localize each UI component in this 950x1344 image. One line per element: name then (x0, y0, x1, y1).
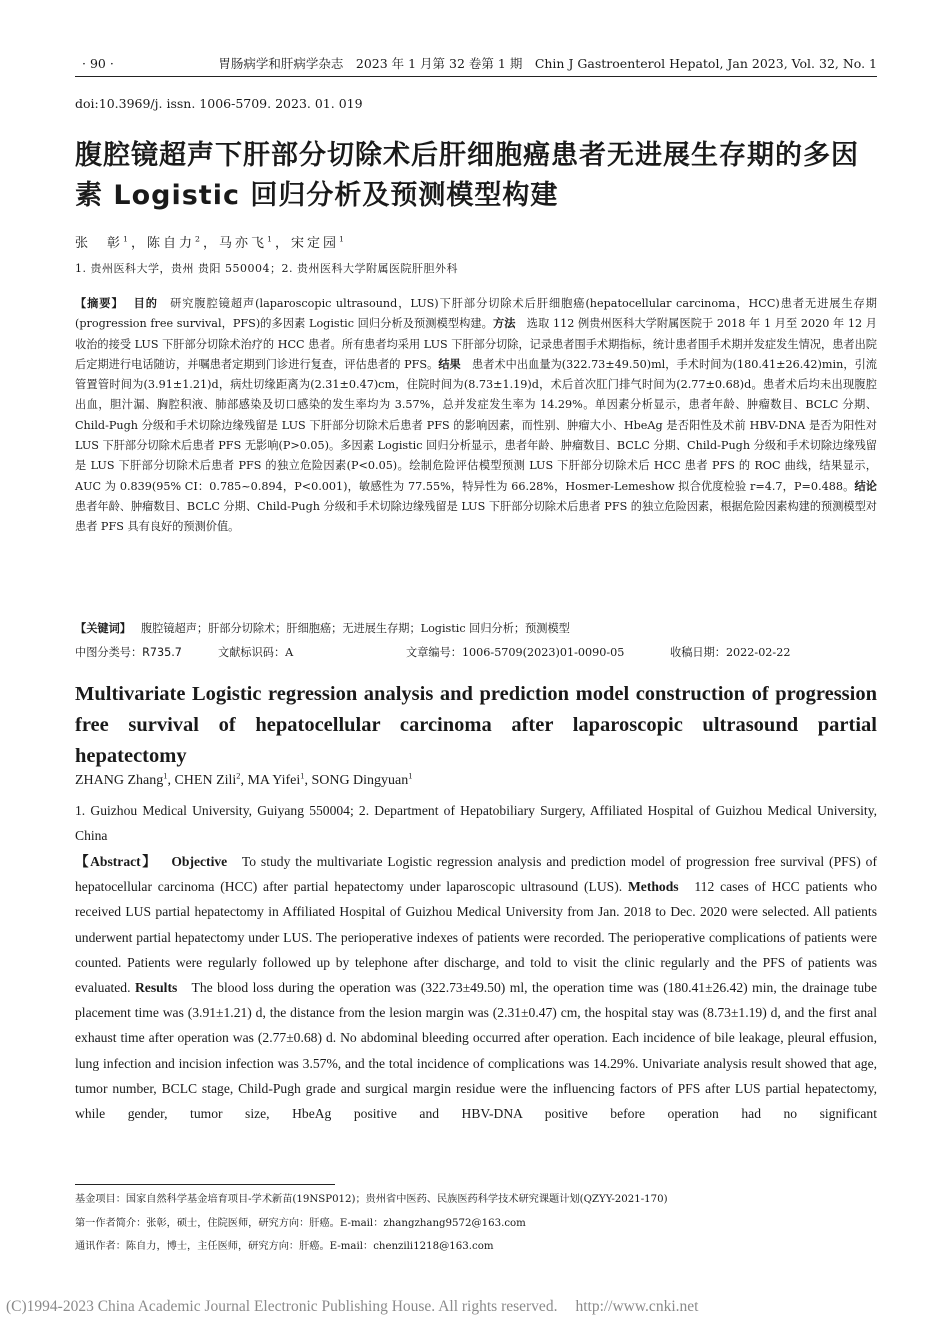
chinese-abstract (75, 294, 877, 538)
en-methods-text: 112 cases of HCC patients who received LUS partial hepatectomy in Affiliated Hospital of Guizhou Medical University from Jan. 2018 to Dec. 2020 were selected. All patients underwent partial hepatectomy under LUS. The perioperative indexes of patients were recorded. The perioperative complications of patients were counted. Patients were regularly followed up by telephone after discharge, and told to visit the clinic regularly and the PFS of patients was evaluated. (75, 879, 877, 996)
footnotes (75, 1188, 877, 1259)
chinese-title: 腹腔镜超声下肝部分切除术后肝细胞癌患者无进展生存期的多因素 Logistic 回归分析及预测模型构建 (75, 140, 859, 211)
cn-author: 宋定园$^1$ (291, 234, 347, 251)
corresponding-author-note: 通讯作者：陈自力，博士，主任医师，研究方向：肝癌。E-mail：chenzili1218@163.com (75, 1241, 494, 1252)
conclusion-label: 结论 (854, 479, 877, 493)
cn-author: 马亦飞$^1$， (219, 234, 291, 251)
clc-number: 中图分类号：R735.7 (75, 646, 182, 659)
en-results-label: Results (134, 980, 178, 996)
copyright-text: (C)1994-2023 China Academic Journal Electronic Publishing House. All rights reserved. (6, 1298, 558, 1315)
journal-citation-line: 胃肠病学和肝病学杂志 2023 年 1 月第 32 卷第 1 期 Chin J Gastroenterol Hepatol, Jan 2023, Vol. 32, No. 1 (218, 56, 877, 71)
en-author: ZHANG Zhang$^1$, (75, 771, 175, 788)
chinese-authors (75, 232, 347, 251)
en-abstract-label: 【Abstract】 (75, 854, 158, 869)
en-results-text: The blood loss during the operation was (322.73±49.50) ml, the operation time was (180.41±26.42) min, the drainage tube placement time was (3.91±1.21) d, the distance from the lesion margin was (2.31±0.47) cm, the hospital stay was (8.73±1.19) d, and the first anal exhaust time after operation was (2.77±0.68) d. No abdominal bleeding occurred after operation. Each incidence of bile leakage, pleural effusion, lung infection and incision infection was 3.57%, and the total incidence of complications was 14.29%. Univariate analysis result showed that age, tumor number, BCLC stage, Child-Pugh grade and surgical margin residue were the influencing factors of PFS after LUS partial hepatectomy, while gender, tumor size, HbeAg positive and HBV-DNA positive before operation had no significant (75, 980, 877, 1122)
article-number: 文章编号：1006-5709(2023)01-0090-05 (406, 646, 625, 659)
en-author: CHEN Zili$^2$, (174, 771, 248, 788)
methods-text: 选取 112 例贵州医科大学附属医院于 2018 年 1 月至 2020 年 12 月收治的接受 LUS 下肝部分切除术治疗的 HCC 患者。所有患者均采用 LUS 下肝部分切除，记录患者围手术期指标，统计患者围手术期并发症发生情况，患者出院后定期进行电话随访，并嘱患者定期到门诊进行复查，评估患者的 PFS。 (75, 317, 877, 371)
copyright-watermark (6, 1298, 950, 1316)
funding-note: 基金项目：国家自然科学基金培育项目-学术新苗(19NSP012)；贵州省中医药、民族医药科学技术研究课题计划(QZYY-2021-170) (75, 1194, 668, 1205)
english-affiliation: 1. Guizhou Medical University, Guiyang 550004; 2. Department of Hepatobiliary Surgery, Affiliated Hospital of Guizhou Medical University, China (75, 803, 877, 843)
en-objective-label: Objective (171, 854, 228, 869)
en-author: SONG Dingyuan$^1$ (311, 771, 413, 788)
header-divider (75, 76, 877, 77)
cn-author: 陈自力$^2$， (147, 234, 219, 251)
results-text: 患者术中出血量为(322.73±49.50)ml，手术时间为(180.41±26.42)min，引流管置管时间为(3.91±1.21)d，病灶切缘距离为(2.31±0.47)cm，住院时间为(8.73±1.19)d，术后首次肛门排气时间为(2.77±0.68)d。患者术后均未出现腹腔出血，胆汁漏、胸腔积液、肺部感染及切口感染的发生率均为 3.57%，总并发症发生率为 14.29%。单因素分析显示，患者年龄、肿瘤数目、BCLC 分期、Child-Pugh 分级和手术切除边缘残留是 LUS 下肝部分切除术后患者 PFS 的影响因素，而性别、肿瘤大小、HbeAg 是否阳性及术前 HBV-DNA 是否为阳性对 LUS 下肝部分切除术后患者 PFS 无影响(P>0.05)。多因素 Logistic 回归分析显示，患者年龄、肿瘤数目、BCLC 分期、Child-Pugh 分级和手术切除边缘残留是 LUS 下肝部分切除术后患者 PFS 的独立危险因素(P<0.05)。绘制危险评估模型预测 LUS 下肝部分切除术后 HCC 患者 PFS 的 ROC 曲线，结果显示，AUC 为 0.839(95% CI：0.785~0.894，P<0.001)，敏感性为 77.55%，特异性为 66.28%，Hosmer-Lemeshow 拟合优度检验 r=4.7，P=0.488。 (75, 357, 877, 493)
cnki-url: http://www.cnki.net (575, 1298, 699, 1315)
document-code: 文献标识码：A (218, 646, 294, 659)
cn-author: 张 彰$^1$， (75, 234, 147, 251)
en-author: MA Yifei$^1$, (247, 771, 312, 788)
results-label: 结果 (438, 357, 461, 371)
received-date: 收稿日期：2022-02-22 (670, 646, 791, 659)
english-title: Multivariate Logistic regression analysis and prediction model construction of progression free survival of hepatocellular carcinoma after laparoscopic ultrasound partial hepatectomy (75, 683, 877, 767)
keywords-label: 【关键词】 (75, 622, 131, 635)
conclusion-text: 患者年龄、肿瘤数目、BCLC 分期、Child-Pugh 分级和手术切除边缘残留是 LUS 下肝部分切除术后患者 PFS 的独立危险因素，根据危险因素构建的预测模型对患者 PFS 具有良好的预测价值。 (75, 499, 877, 534)
running-header (75, 54, 877, 74)
objective-label: 目的 (133, 297, 158, 310)
methods-label: 方法 (492, 317, 516, 331)
page-number: · 90 · (82, 56, 114, 71)
en-methods-label: Methods (627, 879, 679, 895)
english-authors (75, 773, 412, 789)
english-abstract (75, 849, 877, 1126)
objective-text: 研究腹腔镜超声(laparoscopic ultrasound，LUS)下肝部分切除术后肝细胞癌(hepatocellular carcinoma，HCC)患者无进展生存期(progression free survival，PFS)的多因素 Logistic 回归分析及预测模型构建。 (75, 297, 877, 331)
article-metadata (75, 644, 877, 662)
en-objective-text: To study the multivariate Logistic regression analysis and prediction model of progression free survival (PFS) of hepatocellular carcinoma (HCC) after partial hepatectomy under laparoscopic ultrasound (LUS). (75, 854, 878, 895)
chinese-keywords (75, 620, 877, 638)
footnote-divider (75, 1184, 335, 1185)
chinese-affiliation: 1. 贵州医科大学，贵州 贵阳 550004；2. 贵州医科大学附属医院肝胆外科 (75, 262, 458, 275)
keywords-text: 腹腔镜超声；肝部分切除术；肝细胞癌；无进展生存期；Logistic 回归分析；预测模型 (140, 622, 570, 635)
abstract-label: 【摘要】 (75, 297, 124, 310)
first-author-note: 第一作者简介：张彰，硕士，住院医师，研究方向：肝癌。E-mail：zhangzhang9572@163.com (75, 1217, 526, 1229)
doi: doi:10.3969/j. issn. 1006-5709. 2023. 01. 019 (75, 96, 363, 111)
